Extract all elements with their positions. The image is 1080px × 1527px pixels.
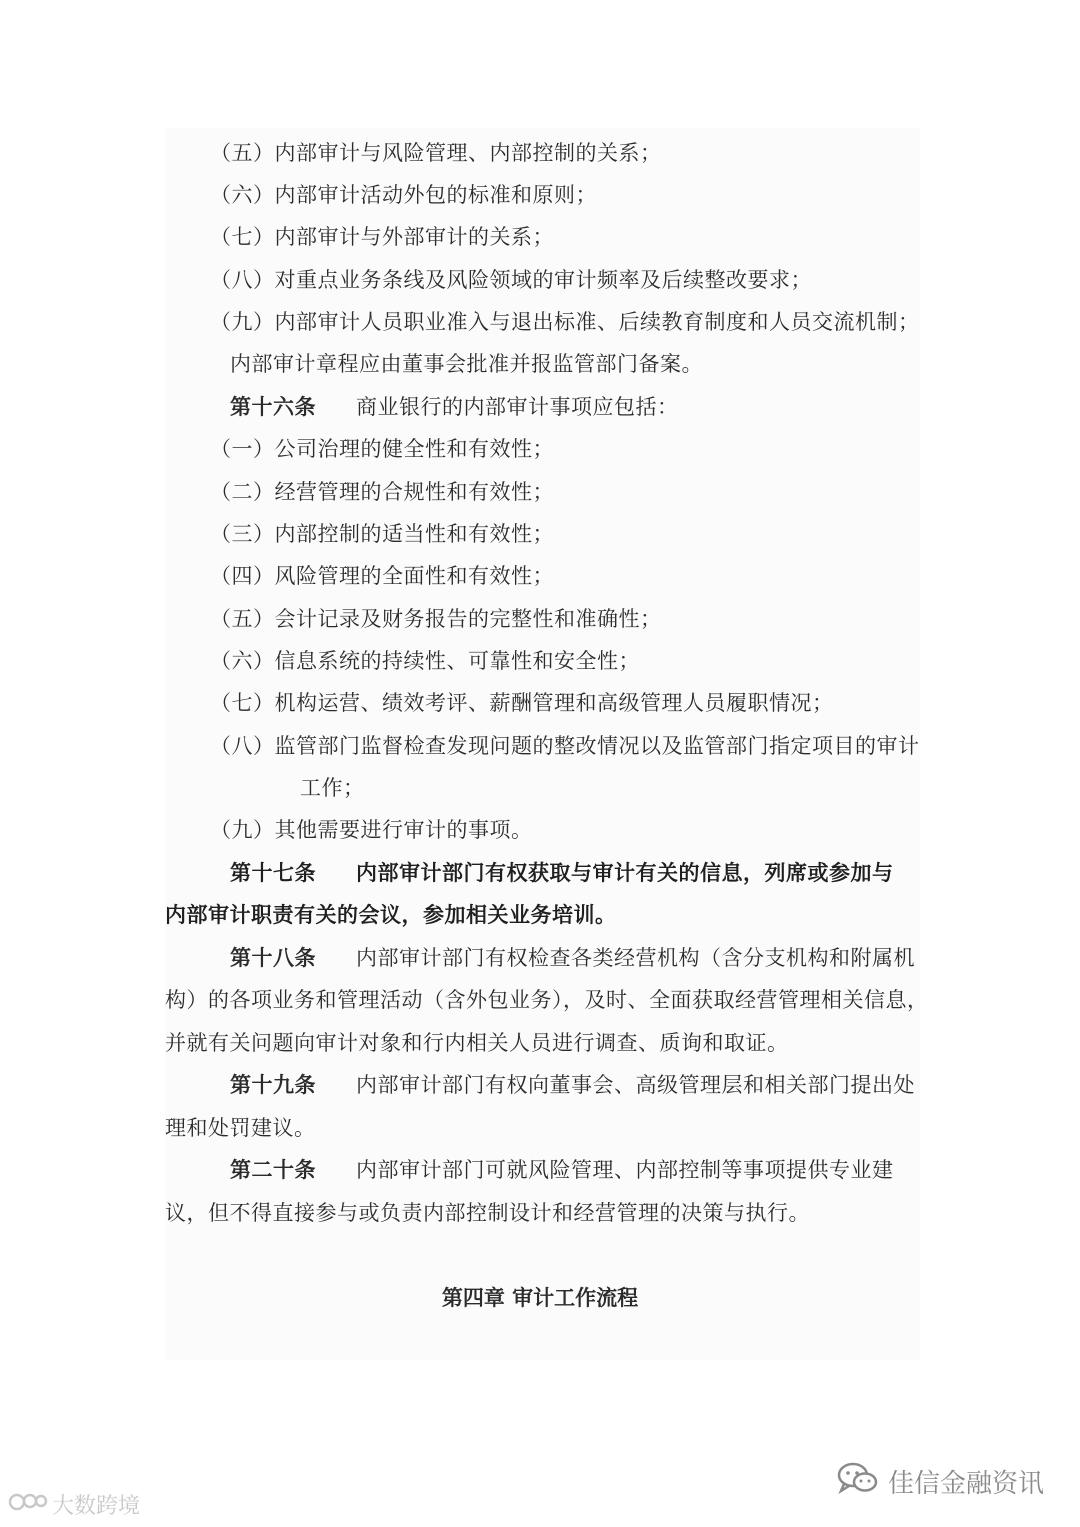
wechat-icon: [836, 1460, 880, 1503]
watermark-right-text: 佳信金融资讯: [888, 1469, 1045, 1499]
article-label: 第十九条: [230, 1072, 316, 1097]
list-item: （六）信息系统的持续性、可靠性和安全性；: [210, 649, 640, 673]
list-item: （二）经营管理的合规性和有效性；: [210, 480, 554, 504]
article-20-continuation: 议，但不得直接参与或负责内部控制设计和经营管理的决策与执行。: [165, 1201, 810, 1225]
list-item: （九）其他需要进行审计的事项。: [210, 818, 533, 842]
watermark-left: [8, 1488, 140, 1520]
article-label: 第十六条: [230, 394, 316, 419]
list-item-continuation: 工作；: [300, 776, 365, 800]
list-item: （七）内部审计与外部审计的关系；: [210, 225, 554, 249]
list-item: （七）机构运营、绩效考评、薪酬管理和高级管理人员履职情况；: [210, 691, 834, 715]
article-text: 商业银行的内部审计事项应包括：: [356, 395, 679, 419]
list-item: （六）内部审计活动外包的标准和原则；: [210, 183, 597, 207]
article-18-continuation: 并就有关问题向审计对象和行内相关人员进行调查、质询和取证。: [165, 1031, 789, 1055]
weibo-like-logo-icon: [8, 1488, 48, 1520]
list-item: （三）内部控制的适当性和有效性；: [210, 522, 554, 546]
watermark-left-text: 大数跨境: [52, 1493, 141, 1519]
list-item: （四）风险管理的全面性和有效性；: [210, 564, 554, 588]
article-text: 内部审计部门有权检查各类经营机构（含分支机构和附属机: [356, 946, 915, 970]
list-item: （八）对重点业务条线及风险领域的审计频率及后续整改要求；: [210, 268, 812, 292]
article-label: 第十八条: [230, 945, 316, 970]
article-18-continuation: 构）的各项业务和管理活动（含外包业务），及时、全面获取经营管理相关信息，: [165, 988, 929, 1012]
article-17: [230, 858, 894, 888]
article-19: [230, 1070, 915, 1100]
list-item: （五）会计记录及财务报告的完整性和准确性；: [210, 607, 662, 631]
article-16: [230, 392, 679, 422]
list-item: （九）内部审计人员职业准入与退出标准、后续教育制度和人员交流机制；: [210, 310, 920, 334]
article-text: 内部审计部门可就风险管理、内部控制等事项提供专业建: [356, 1158, 894, 1182]
watermark-right: [836, 1460, 1044, 1503]
article-20: [230, 1155, 894, 1185]
paragraph: 内部审计章程应由董事会批准并报监管部门备案。: [230, 352, 703, 376]
article-19-continuation: 理和处罚建议。: [165, 1116, 316, 1140]
list-item: （五）内部审计与风险管理、内部控制的关系；: [210, 141, 662, 165]
article-text: 内部审计部门有权获取与审计有关的信息，列席或参加与: [356, 860, 894, 885]
article-18: [230, 943, 915, 973]
article-17-continuation: 内部审计职责有关的会议，参加相关业务培训。: [165, 902, 617, 927]
article-label: 第二十条: [230, 1157, 316, 1182]
chapter-title: 第四章 审计工作流程: [441, 1285, 639, 1310]
list-item: （八）监管部门监督检查发现问题的整改情况以及监管部门指定项目的审计: [210, 734, 920, 758]
article-text: 内部审计部门有权向董事会、高级管理层和相关部门提出处: [356, 1073, 915, 1097]
article-label: 第十七条: [230, 860, 316, 885]
list-item: （一）公司治理的健全性和有效性；: [210, 437, 554, 461]
